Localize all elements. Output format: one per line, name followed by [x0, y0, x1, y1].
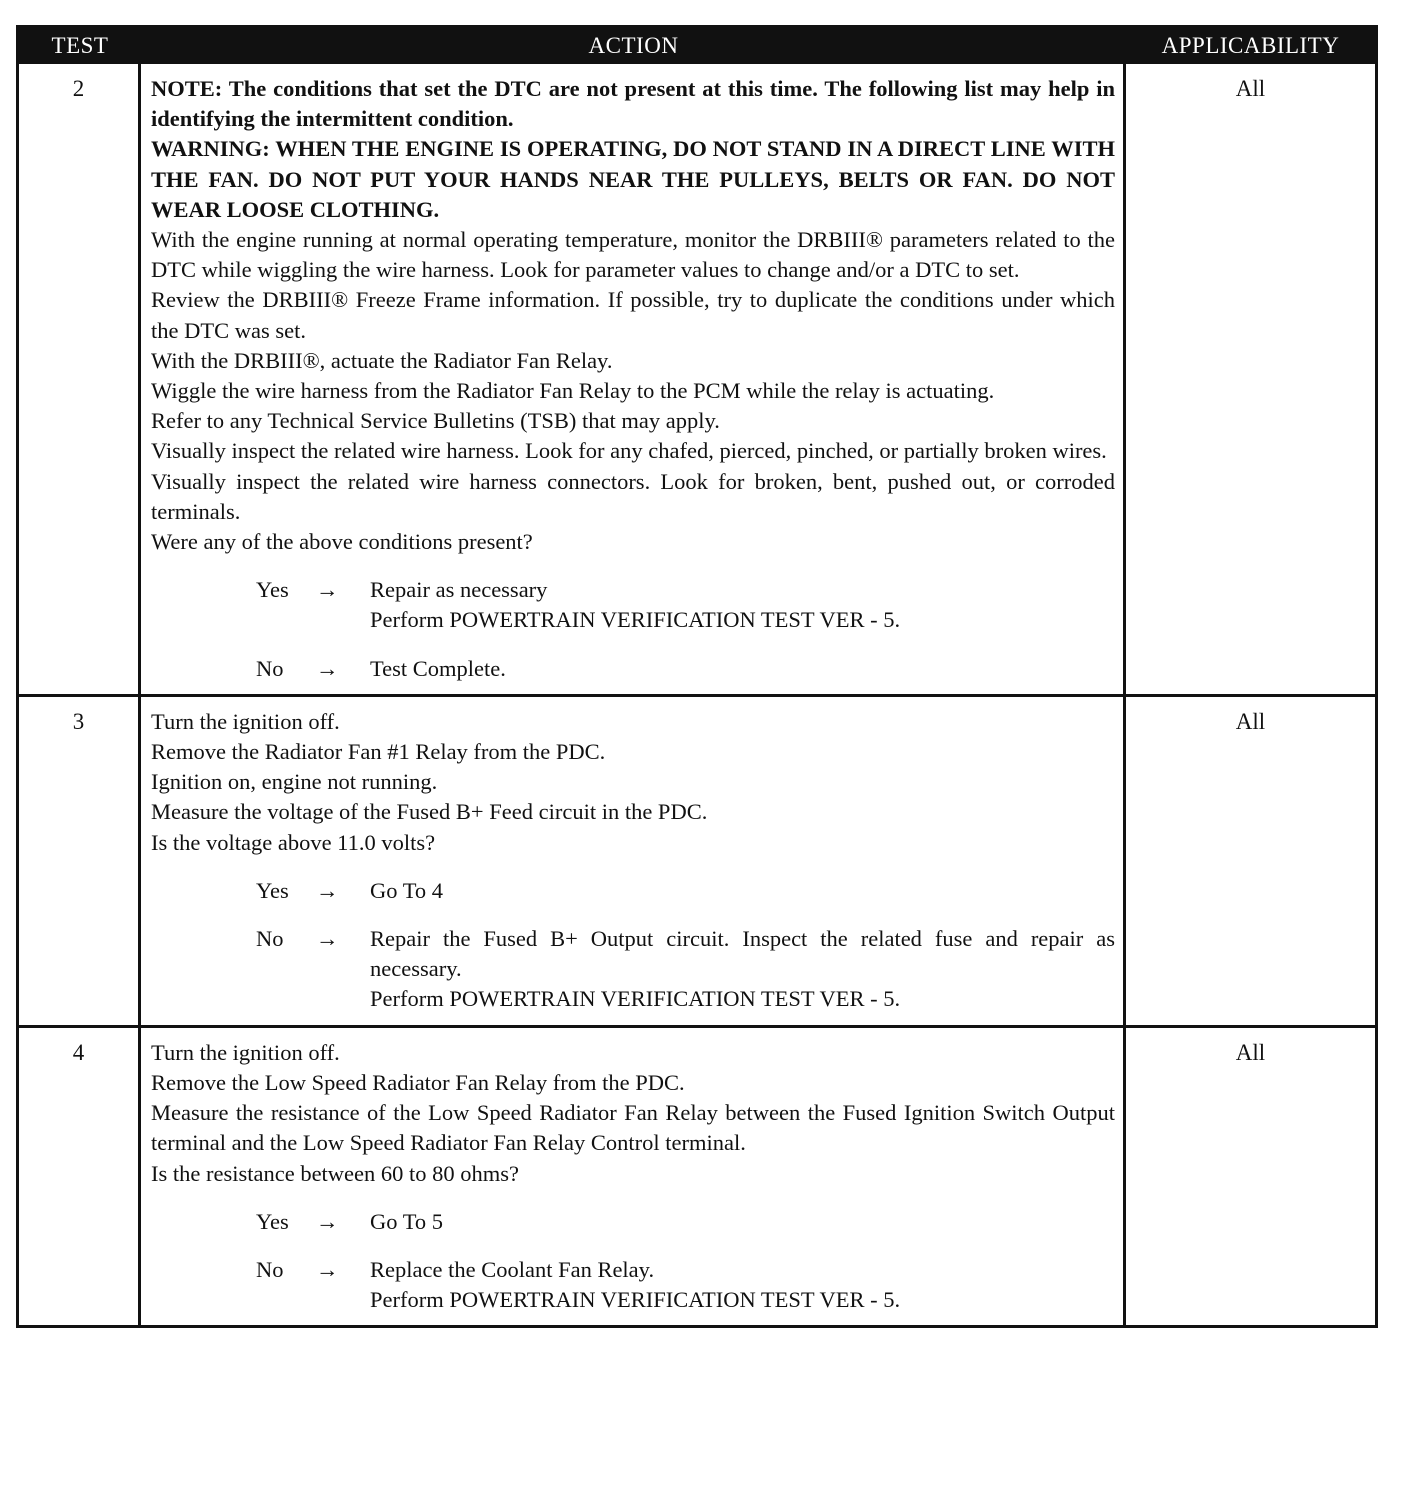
answer-list: [151, 1207, 1115, 1316]
header-applicability: APPLICABILITY: [1161, 33, 1340, 58]
header-action: ACTION: [588, 33, 679, 58]
action-step: Were any of the above conditions present?: [151, 529, 533, 555]
action-step: Refer to any Technical Service Bulletins (TSB) that may apply.: [151, 408, 720, 434]
answer-item: [151, 575, 1115, 635]
warning-note: NOTE: The conditions that set the DTC are not present at this time. The following list may help in identifying the intermittent condition.: [151, 76, 1115, 132]
test-number: 3: [19, 697, 141, 1025]
table-body: [19, 64, 1375, 1325]
action-step: Ignition on, engine not running.: [151, 769, 438, 795]
diagnostic-test-table: [16, 25, 1378, 1328]
answer-item: [151, 924, 1115, 1015]
table-row: [19, 694, 1375, 1025]
answer-text: [370, 924, 1115, 1015]
arrow-icon: →: [316, 877, 339, 903]
action-step: Turn the ignition off.: [151, 1039, 340, 1065]
answer-item: [151, 1207, 1115, 1237]
answer-line: Repair as necessary: [370, 577, 548, 603]
answer-key: No: [256, 926, 284, 952]
arrow-icon: →: [316, 1208, 339, 1234]
answer-line: Test Complete.: [370, 655, 506, 681]
answer-line: Perform POWERTRAIN VERIFICATION TEST VER - 5.: [370, 986, 901, 1012]
answer-line: Perform POWERTRAIN VERIFICATION TEST VER - 5.: [370, 1287, 901, 1313]
answer-line: Go To 5: [370, 1208, 444, 1234]
answer-item: [151, 654, 1115, 684]
answer-key: No: [256, 655, 284, 681]
action-step: Measure the resistance of the Low Speed Radiator Fan Relay between the Fused Ignition Switch Output terminal and the Low Speed Radiator Fan Relay Control terminal.: [151, 1100, 1115, 1156]
applicability-value: All: [1235, 76, 1266, 101]
answer-line: Replace the Coolant Fan Relay.: [370, 1256, 655, 1282]
action-step: Remove the Radiator Fan #1 Relay from the PDC.: [151, 739, 606, 765]
table-header: [19, 28, 1375, 64]
answer-list: [151, 876, 1115, 1015]
answer-item: [151, 1255, 1115, 1315]
answer-key: No: [256, 1256, 284, 1282]
answer-list: [151, 575, 1115, 684]
arrow-icon: →: [316, 926, 339, 952]
action-cell: [141, 1028, 1126, 1326]
arrow-icon: →: [316, 655, 339, 681]
answer-key: Yes: [256, 1208, 289, 1234]
action-step: Measure the voltage of the Fused B+ Feed circuit in the PDC.: [151, 799, 708, 825]
action-step: With the DRBIII®, actuate the Radiator Fan Relay.: [151, 347, 613, 373]
arrow-icon: →: [316, 577, 339, 603]
table-row: [19, 1025, 1375, 1326]
answer-line: Repair the Fused B+ Output circuit. Inspect the related fuse and repair as necessary.: [370, 926, 1115, 982]
answer-text: [370, 1207, 1115, 1237]
test-number: 2: [19, 64, 141, 694]
applicability-value: All: [1235, 1039, 1266, 1065]
warning-note: WARNING: WHEN THE ENGINE IS OPERATING, DO NOT STAND IN A DIRECT LINE WITH THE FAN. DO NOT PUT YOUR HANDS NEAR THE PULLEYS, BELTS OR FAN. DO NOT WEAR LOOSE CLOTHING.: [151, 136, 1115, 222]
answer-line: Go To 4: [370, 877, 444, 903]
arrow-icon: →: [316, 1256, 339, 1282]
answer-text: [370, 575, 1115, 635]
action-step: Is the voltage above 11.0 volts?: [151, 829, 436, 855]
action-cell: [141, 697, 1126, 1025]
test-number: 4: [19, 1028, 141, 1326]
action-step: Visually inspect the related wire harness connectors. Look for broken, bent, pushed out, or corroded terminals.: [151, 468, 1115, 524]
action-step: Turn the ignition off.: [151, 708, 340, 734]
action-step: Visually inspect the related wire harness. Look for any chafed, pierced, pinched, or partially broken wires.: [151, 438, 1107, 464]
action-step: Is the resistance between 60 to 80 ohms?: [151, 1160, 520, 1186]
answer-key: Yes: [256, 577, 289, 603]
answer-line: Perform POWERTRAIN VERIFICATION TEST VER - 5.: [370, 607, 901, 633]
answer-text: [370, 1255, 1115, 1315]
action-step: Wiggle the wire harness from the Radiator Fan Relay to the PCM while the relay is actuating.: [151, 378, 995, 404]
action-cell: [141, 64, 1126, 694]
applicability-value: All: [1235, 708, 1266, 734]
action-step: Review the DRBIII® Freeze Frame information. If possible, try to duplicate the conditions under which the DTC was set.: [151, 287, 1115, 343]
answer-item: [151, 876, 1115, 906]
answer-text: [370, 876, 1115, 906]
action-step: Remove the Low Speed Radiator Fan Relay from the PDC.: [151, 1069, 685, 1095]
answer-text: [370, 654, 1115, 684]
action-step: With the engine running at normal operating temperature, monitor the DRBIII® parameters related to the DTC while wiggling the wire harness. Look for parameter values to change and/or a DTC to set.: [151, 227, 1115, 283]
header-test: TEST: [51, 33, 109, 58]
table-row: [19, 64, 1375, 694]
answer-key: Yes: [256, 877, 289, 903]
